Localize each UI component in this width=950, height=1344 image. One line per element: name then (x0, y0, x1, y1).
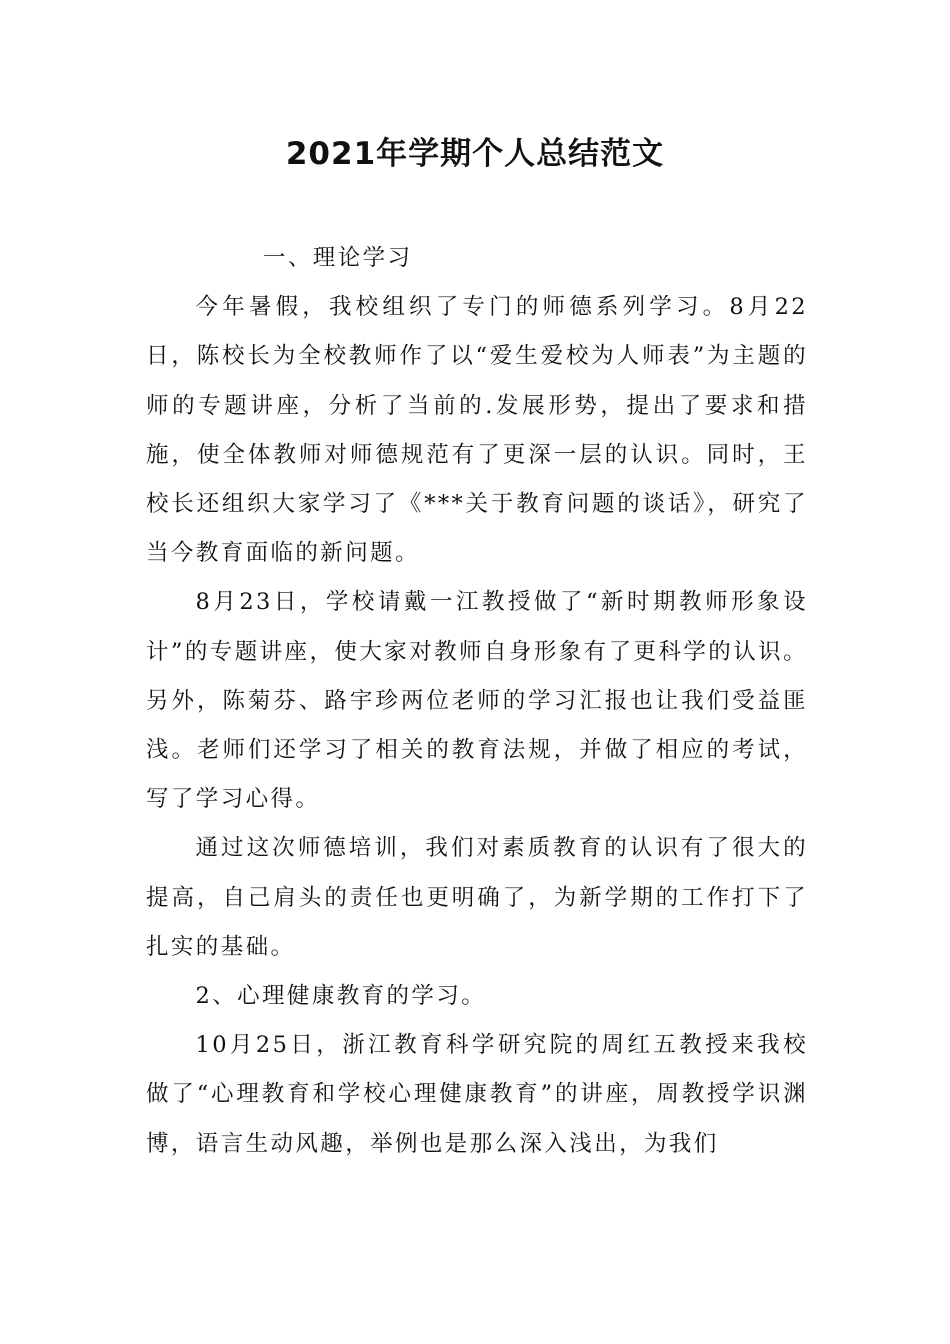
paragraph-summer-study: 今年暑假，我校组织了专门的师德系列学习。8月22日，陈校长为全校教师作了以“爱生爱校为人师表”为主题的师的专题讲座，分析了当前的.发展形势，提出了要求和措施，使全体教师对师德规范有了更深一层的认识。同时，王校长还组织大家学习了《***关于教育问题的谈话》，研究了当今教育面临的新问题。 (146, 294, 808, 567)
paragraph-lecture-oct25: 10月25日，浙江教育科学研究院的周红五教授来我校做了“心理教育和学校心理健康教育”的讲座，周教授学识渊博，语言生动风趣，举例也是那么深入浅出，为我们 (146, 1032, 808, 1157)
document-body (146, 234, 808, 1169)
section-heading-mental-health: 2、心理健康教育的学习。 (195, 983, 487, 1010)
paragraph-training-result: 通过这次师德培训，我们对素质教育的认识有了很大的提高，自己肩头的责任也更明确了，为新学期的工作打下了扎实的基础。 (146, 835, 808, 960)
paragraph-lecture-aug23: 8月23日，学校请戴一江教授做了“新时期教师形象设计”的专题讲座，使大家对教师自身形象有了更科学的认识。另外，陈菊芬、路宇珍两位老师的学习汇报也让我们受益匪浅。老师们还学习了相关的教育法规，并做了相应的考试，写了学习心得。 (146, 589, 808, 813)
section-heading-theory: 一、理论学习 (263, 245, 413, 271)
document-title: 2021年学期个人总结范文 (285, 136, 665, 172)
